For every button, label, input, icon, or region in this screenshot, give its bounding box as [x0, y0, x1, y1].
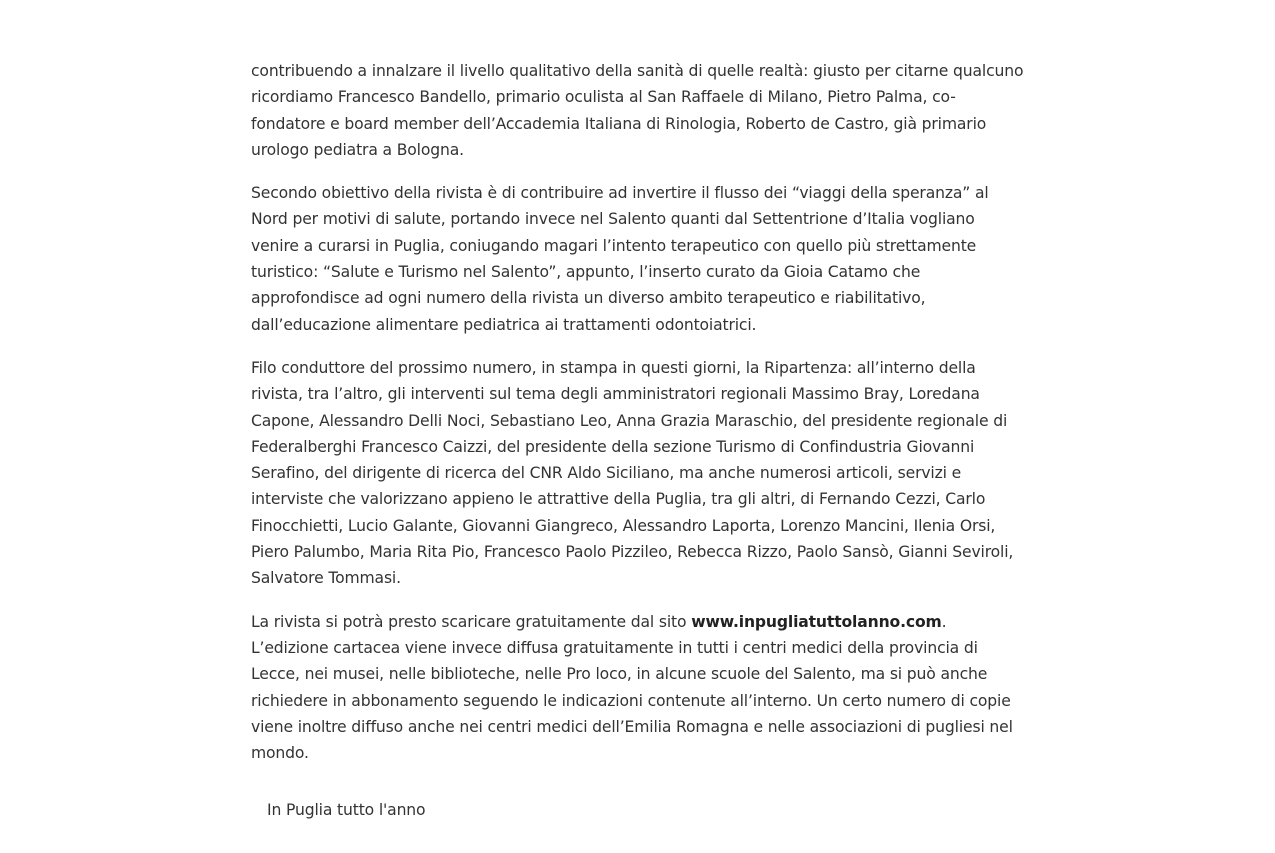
website-link[interactable]: www.inpugliatuttolanno.com — [691, 612, 942, 631]
article-body — [251, 58, 1026, 783]
article-paragraph-1: contribuendo a innalzare il livello qualitativo della sanità di quelle realtà: giusto per citarne qualcuno ricordiamo Francesco Bandello, primario oculista al San Raffaele di Milano, Pietro Palma, co-fondatore e board member dell’Accademia Italiana di Rinologia, Roberto de Castro, già primario urologo pediatra a Bologna. — [251, 62, 1024, 159]
article-paragraph-2: Secondo obiettivo della rivista è di contribuire ad invertire il flusso dei “viaggi della speranza” al Nord per motivi di salute, portando invece nel Salento quanti dal Settentrione d’Italia vogliano venire a curarsi in Puglia, coniugando magari l’intento terapeutico con quello più strettamente turistico: “Salute e Turismo nel Salento”, appunto, l’inserto curato da Gioia Catamo che approfondisce ad ogni numero della rivista un diverso ambito terapeutico e riabilitativo, dall’educazione alimentare pediatrica ai trattamenti odontoiatrici. — [251, 184, 989, 334]
article-paragraph-3: Filo conduttore del prossimo numero, in stampa in questi giorni, la Ripartenza: all’interno della rivista, tra l’altro, gli interventi sul tema degli amministratori regionali Massimo Bray, Loredana Capone, Alessandro Delli Noci, Sebastiano Leo, Anna Grazia Maraschio, del presidente regionale di Federalberghi Francesco Caizzi, del presidente della sezione Turismo di Confindustria Giovanni Serafino, del dirigente di ricerca del CNR Aldo Siciliano, ma anche numerosi articoli, servizi e interviste che valorizzano appieno le attrattive della Puglia, tra gli altri, di Fernando Cezzi, Carlo Finocchietti, Lucio Galante, Giovanni Giangreco, Alessandro Laporta, Lorenzo Mancini, Ilenia Orsi, Piero Palumbo, Maria Rita Pio, Francesco Paolo Pizzileo, Rebecca Rizzo, Paolo Sansò, Gianni Seviroli, Salvatore Tommasi. — [251, 358, 1014, 588]
paragraph-4-text-before-link: La rivista si potrà presto scaricare gratuitamente dal sito — [251, 612, 692, 631]
article-paragraph-4 — [251, 609, 1026, 767]
paragraph-4-text-after-link: . L’edizione cartacea viene invece diffusa gratuitamente in tutti i centri medici della provincia di Lecce, nei musei, nelle biblioteche, nelle Pro loco, in alcune scuole del Salento, ma si può anche richiedere in abbonamento seguendo le indicazioni contenute all’interno. Un certo numero di copie viene inoltre diffuso anche nei centri medici dell’Emilia Romagna e nelle associazioni di pugliesi nel mondo. — [251, 612, 1013, 763]
footer-site-name: In Puglia tutto l'anno — [267, 801, 426, 819]
